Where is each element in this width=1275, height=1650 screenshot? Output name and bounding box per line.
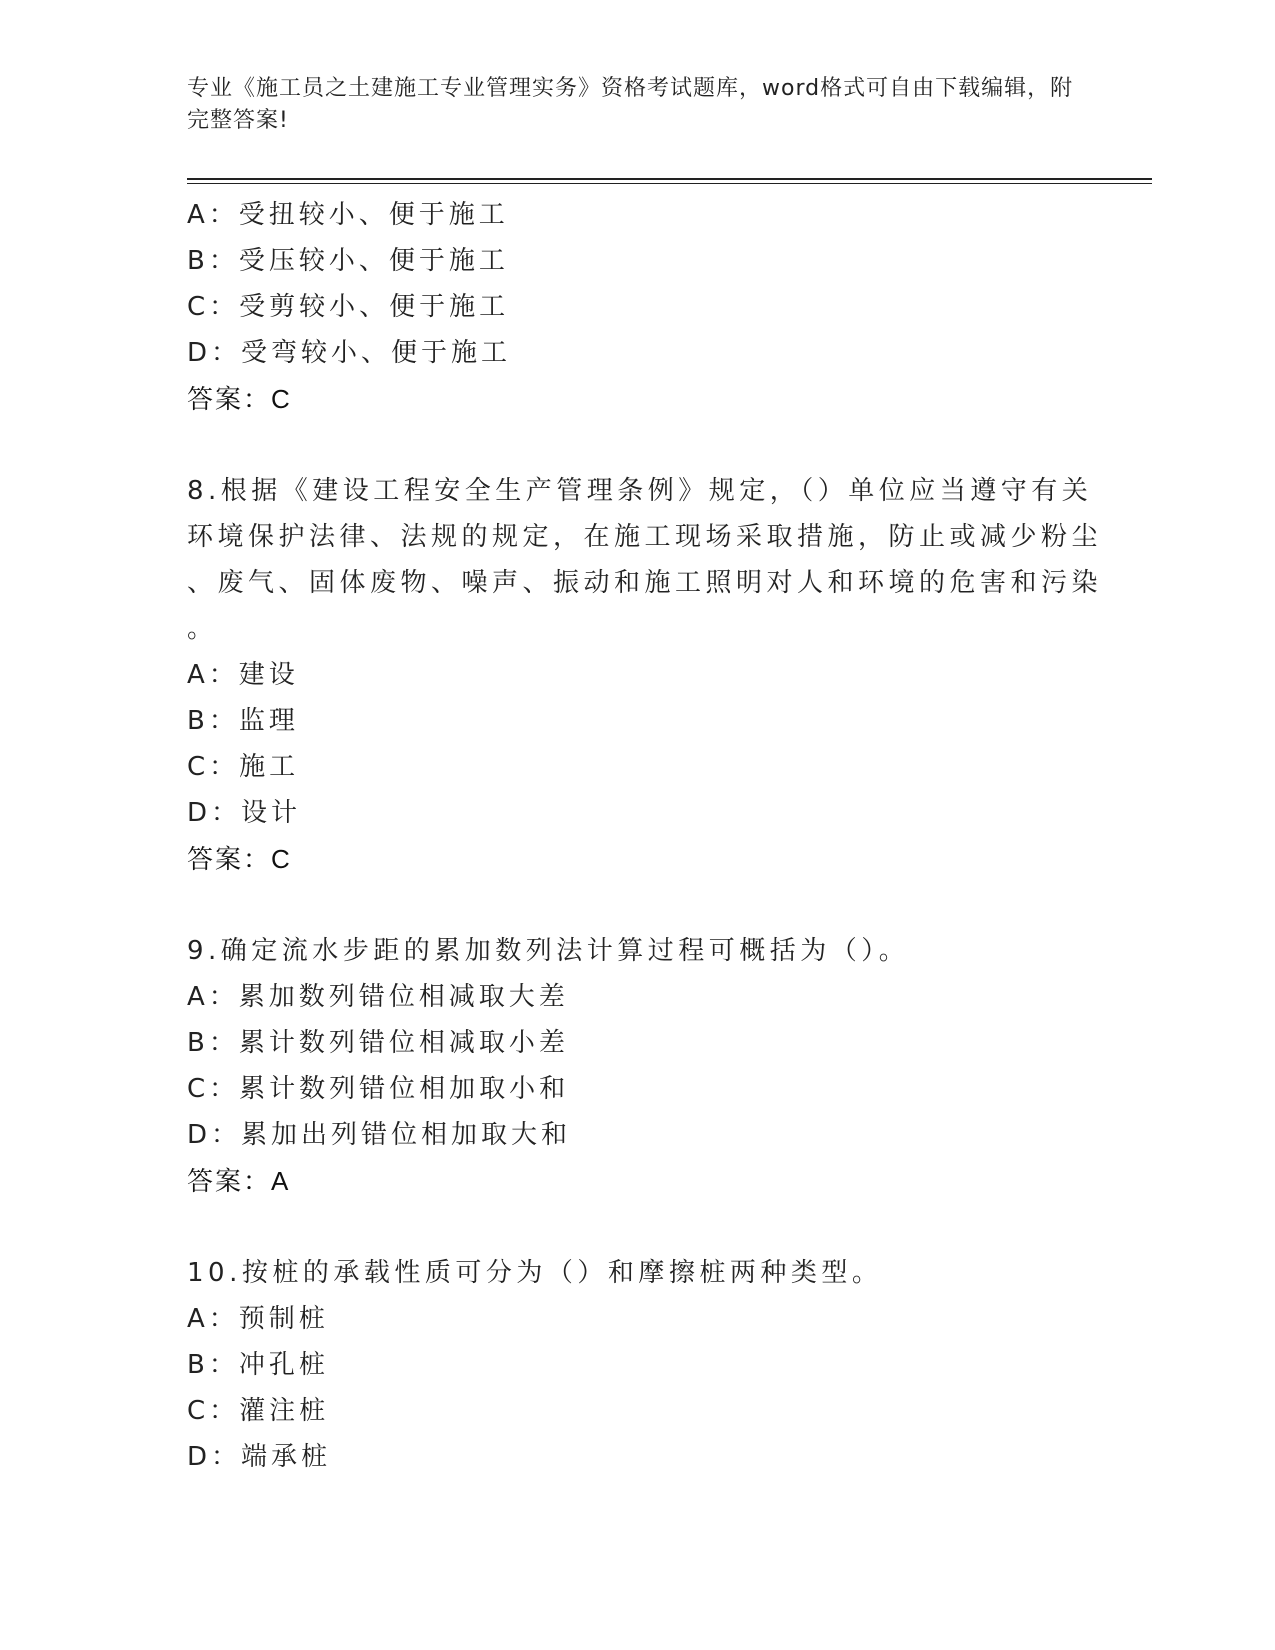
option-b: B：累计数列错位相减取小差 xyxy=(187,1028,569,1058)
question-8 xyxy=(187,468,1103,882)
answer-line: 答案：C xyxy=(187,384,292,414)
question-stem: 10.按桩的承载性质可分为（）和摩擦桩两种类型。 xyxy=(187,1258,883,1288)
option-d: D：设计 xyxy=(187,798,302,828)
question-stem-line: 8.根据《建设工程安全生产管理条例》规定，（）单位应当遵守有关 xyxy=(187,476,1093,506)
option-a: A：受扭较小、便于施工 xyxy=(187,200,509,230)
answer-line: 答案：C xyxy=(187,844,292,874)
spacer xyxy=(187,882,1087,928)
question-list xyxy=(187,192,1103,1480)
question-7 xyxy=(187,192,1087,422)
option-d: D：受弯较小、便于施工 xyxy=(187,338,512,368)
question-9 xyxy=(187,928,1087,1204)
spacer xyxy=(187,422,1087,468)
option-c: C：灌注桩 xyxy=(187,1396,330,1426)
header-rule-thick xyxy=(187,178,1152,180)
option-d: D：端承桩 xyxy=(187,1442,332,1472)
option-b: B：监理 xyxy=(187,706,299,736)
option-c: C：累计数列错位相加取小和 xyxy=(187,1074,570,1104)
answer-line: 答案：A xyxy=(187,1166,291,1196)
question-stem: 9.确定流水步距的累加数列法计算过程可概括为（）。 xyxy=(187,936,910,966)
question-stem-line: 环境保护法律、法规的规定，在施工现场采取措施，防止或减少粉尘 xyxy=(187,522,1103,552)
document-header: 专业《施工员之土建施工专业管理实务》资格考试题库，word格式可自由下载编辑，附完整答案! xyxy=(187,76,1074,133)
header-rule-thin xyxy=(187,183,1152,184)
spacer xyxy=(187,1204,1087,1250)
question-10 xyxy=(187,1250,1087,1480)
option-a: A：建设 xyxy=(187,660,299,690)
option-c: C：施工 xyxy=(187,752,300,782)
option-a: A：预制桩 xyxy=(187,1304,329,1334)
question-stem-line: 、废气、固体废物、噪声、振动和施工照明对人和环境的危害和污染 xyxy=(187,568,1103,598)
option-c: C：受剪较小、便于施工 xyxy=(187,292,510,322)
option-b: B：冲孔桩 xyxy=(187,1350,329,1380)
option-b: B：受压较小、便于施工 xyxy=(187,246,509,276)
option-a: A：累加数列错位相减取大差 xyxy=(187,982,569,1012)
question-stem-line: 。 xyxy=(187,614,218,644)
option-d: D：累加出列错位相加取大和 xyxy=(187,1120,572,1150)
